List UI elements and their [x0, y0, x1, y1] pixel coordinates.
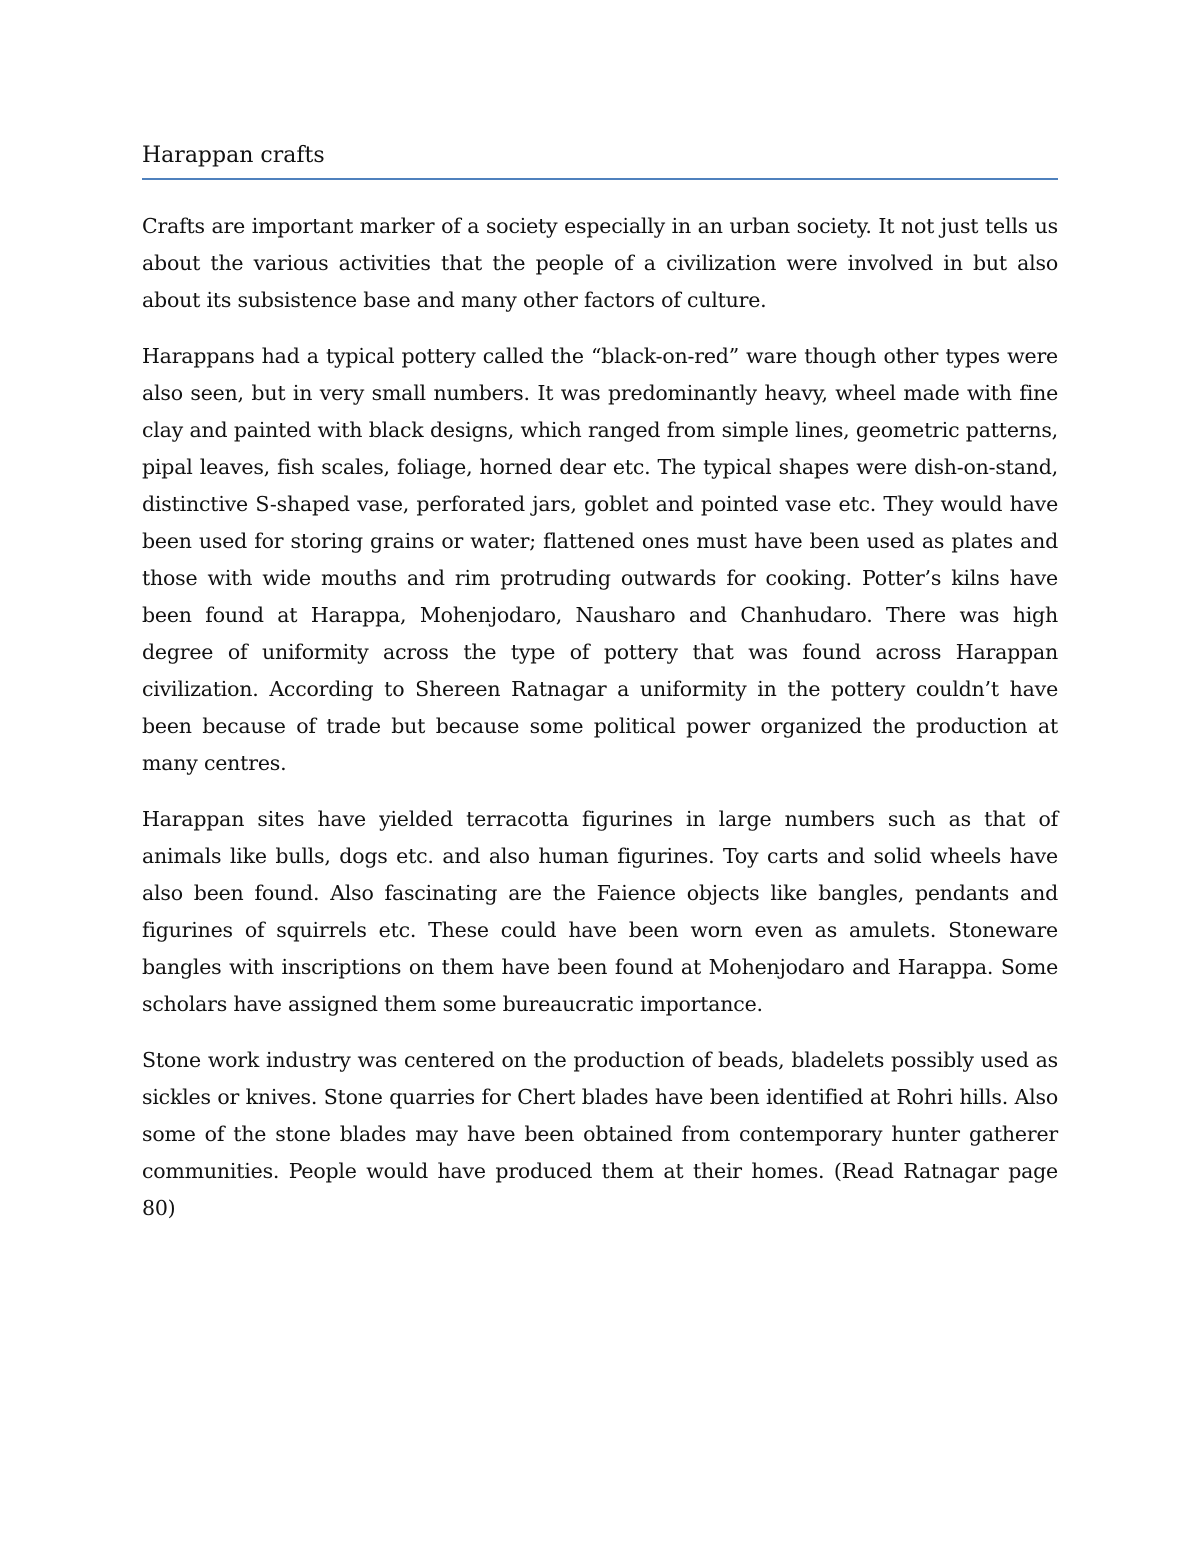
- document-page: [142, 138, 1058, 1246]
- paragraph-figurines: Harappan sites have yielded terracotta figurines in large numbers such as that of animals like bulls, dogs etc. and also human figurines. Toy carts and solid wheels have also been found. Also fascinating are the Faience objects like bangles, pendants and figurines of squirrels etc. These could have been worn even as amulets. Stoneware bangles with inscriptions on them have been found at Mohenjodaro and Harappa. Some scholars have assigned them some bureaucratic importance.: [142, 807, 1058, 1016]
- paragraph-intro: Crafts are important marker of a society especially in an urban society. It not just tells us about the various activities that the people of a civilization were involved in but also about its subsistence base and many other factors of culture.: [142, 214, 1058, 312]
- document-body: [142, 208, 1058, 1227]
- paragraph-pottery: Harappans had a typical pottery called the “black-on-red” ware though other types were also seen, but in very small numbers. It was predominantly heavy, wheel made with fine clay and painted with black designs, which ranged from simple lines, geometric patterns, pipal leaves, fish scales, foliage, horned dear etc. The typical shapes were dish-on-stand, distinctive S-shaped vase, perforated jars, goblet and pointed vase etc. They would have been used for storing grains or water; flattened ones must have been used as plates and those with wide mouths and rim protruding outwards for cooking. Potter’s kilns have been found at Harappa, Mohenjodaro, Nausharo and Chanhudaro. There was high degree of uniformity across the type of pottery that was found across Harappan civilization. According to Shereen Ratnagar a uniformity in the pottery couldn’t have been because of trade but because some political power organized the production at many centres.: [142, 344, 1058, 775]
- document-title: Harappan crafts: [142, 138, 1058, 180]
- paragraph-stone-work: Stone work industry was centered on the production of beads, bladelets possibly used as sickles or knives. Stone quarries for Chert blades have been identified at Rohri hills. Also some of the stone blades may have been obtained from contemporary hunter gatherer communities. People would have produced them at their homes. (Read Ratnagar page 80): [142, 1048, 1058, 1220]
